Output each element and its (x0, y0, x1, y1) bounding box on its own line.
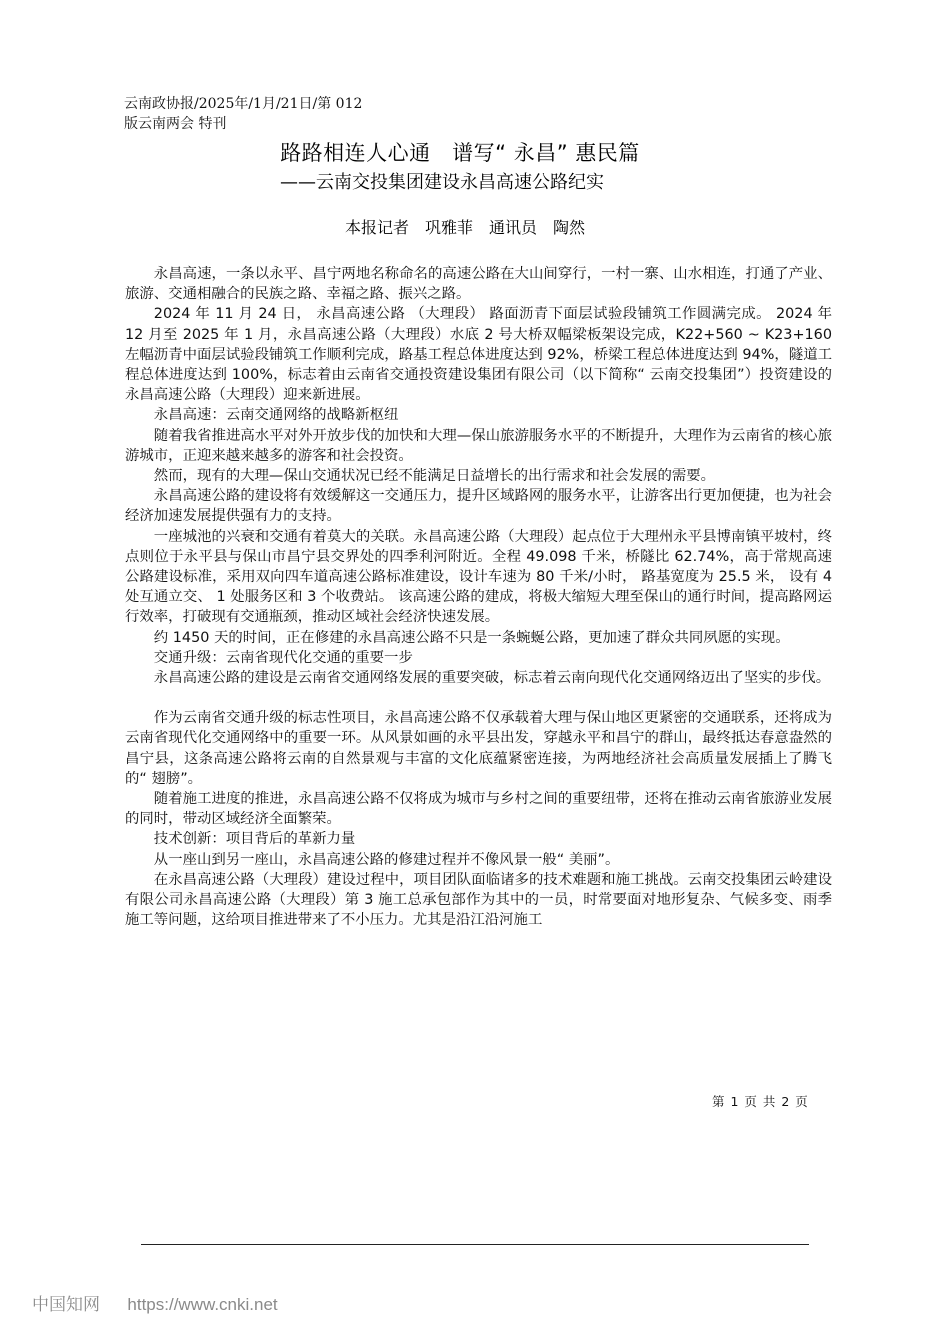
paragraph: 约 1450 天的时间，正在修建的永昌高速公路不只是一条蜿蜒公路，更加速了群众共同夙愿的实现。 (153, 629, 790, 646)
paragraph: 然而，现有的大理—保山交通状况已经不能满足日益增长的出行需求和社会发展的需要。 (153, 468, 716, 485)
paragraph: 永昌高速公路的建设将有效缓解这一交通压力，提升区域路网的服务水平，让游客出行更加便捷，也为社会经济加速发展提供强有力的支持。 (125, 488, 832, 525)
article-byline (0, 215, 950, 241)
section-heading: 技术创新：项目背后的革新力量 (153, 831, 356, 848)
watermark-brand: 中国知网 (32, 1295, 100, 1315)
page-indicator: 第 1 页 共 2 页 (712, 1094, 808, 1109)
article-byline-text: 本报记者 巩雅菲 通讯员 陶然 (344, 218, 585, 237)
paragraph: 2024 年 11 月 24 日， 永昌高速公路 （大理段） 路面沥青下面层试验段铺筑工作圆满完成。 2024 年 12 月至 2025 年 1 月，永昌高速公路（大理段）水底 2 号大桥双幅梁板架设完成，K22+560 ~ K23+160 左幅沥青中面层试验段铺筑工作顺利完成，路基工程总体进度达到 92%，桥梁工程总体进度达到 94%，隧道工程总体进度达到 100%，标志着由云南省交通投资建设集团有限公司（以下简称“ 云南交投集团”）投资建设的永昌高速公路（大理段）迎来新进展。 (125, 306, 832, 404)
paragraph: 永昌高速，一条以永平、昌宁两地名称命名的高速公路在大山间穿行，一村一寨、山水相连，打通了产业、旅游、交通相融合的民族之路、幸福之路、振兴之路。 (125, 266, 832, 303)
paragraph: 在永昌高速公路（大理段）建设过程中，项目团队面临诸多的技术难题和施工挑战。云南交投集团云岭建设有限公司永昌高速公路（大理段）第 3 施工总承包部作为其中的一员，时常要面对地形复杂、气候多变、雨季施工等问题，这给项目推进带来了不小压力。尤其是沿江沿河施工 (125, 871, 832, 929)
section-heading: 交通升级：云南省现代化交通的重要一步 (153, 649, 413, 666)
article-title-text: 路路相连人心通 谱写“ 永昌” 惠民篇 (280, 141, 640, 165)
paragraph: 作为云南省交通升级的标志性项目，永昌高速公路不仅承载着大理与保山地区更紧密的交通联系，还将成为云南省现代化交通网络中的重要一环。从风景如画的永平县出发，穿越永平和昌宁的群山，最终抵达春意盎然的昌宁县，这条高速公路将云南的自然景观与丰富的文化底蕴紧密连接，为两地经济社会高质量发展插上了腾飞的“ 翅膀”。 (125, 710, 832, 787)
paragraph: 一座城池的兴衰和交通有着莫大的关联。永昌高速公路（大理段）起点位于大理州永平县博南镇平坡村，终点则位于永平县与保山市昌宁县交界处的四季利河附近。全程 49.098 千米，桥隧比 62.74%，高于常规高速公路建设标准，采用双向四车道高速公路标准建设，设计车速为 80 千米/小时， 路基宽度为 25.5 米， 设有 4 处互通立交、 1 处服务区和 3 个收费站。 该高速公路的建成，将极大缩短大理至保山的通行时间，提高路网运行效率，打破现有交通瓶颈，推动区域社会经济快速发展。 (125, 528, 832, 626)
paragraph: 从一座山到另一座山，永昌高速公路的修建过程并不像风景一般“ 美丽”。 (153, 851, 620, 868)
paragraph: 随着我省推进高水平对外开放步伐的加快和大理—保山旅游服务水平的不断提升，大理作为云南省的核心旅游城市，正迎来越来越多的游客和社会投资。 (125, 427, 832, 464)
footer-divider (141, 1244, 809, 1245)
article-body (125, 264, 832, 931)
article-title (0, 138, 950, 168)
cnki-watermark (32, 1293, 278, 1317)
publication-source (124, 94, 424, 134)
article-subtitle: ——云南交投集团建设永昌高速公路纪实 (280, 172, 604, 193)
section-heading: 永昌高速：云南交通网络的战略新枢纽 (153, 407, 399, 424)
watermark-url: https://www.cnki.net (127, 1295, 278, 1314)
paragraph: 随着施工进度的推进，永昌高速公路不仅将成为城市与乡村之间的重要纽带，还将在推动云南省旅游业发展的同时，带动区域经济全面繁荣。 (125, 791, 832, 828)
paragraph: 永昌高速公路的建设是云南省交通网络发展的重要突破，标志着云南向现代化交通网络迈出了坚实的步伐。 (153, 670, 831, 687)
source-line-1: 云南政协报/2025年/1月/21日/第 012 (124, 96, 363, 112)
source-line-2: 版云南两会 特刊 (124, 116, 227, 132)
